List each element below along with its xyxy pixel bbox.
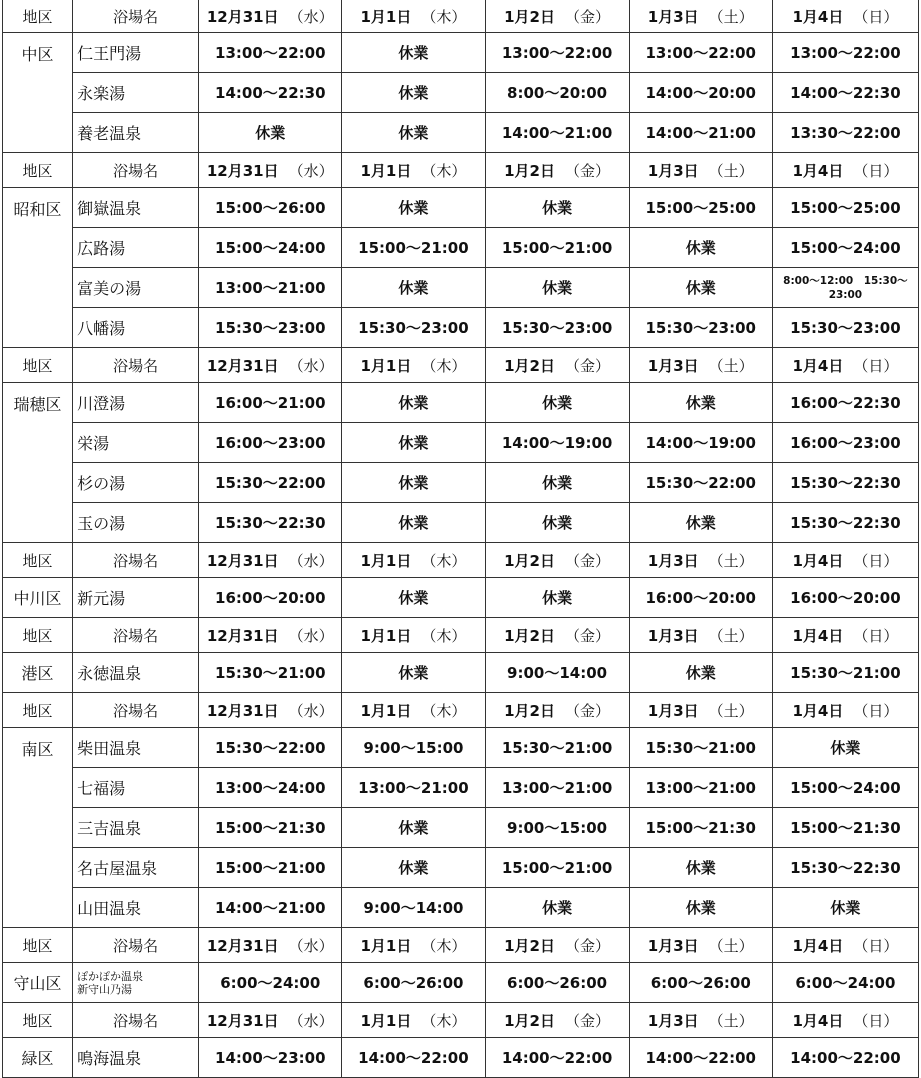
bath-row bbox=[3, 808, 919, 848]
hours-cell: 15:00～21:00 bbox=[485, 848, 629, 888]
bath-name: 栄湯 bbox=[73, 423, 199, 463]
header-day-of-week: （木） bbox=[421, 701, 467, 720]
header-day-of-week: （土） bbox=[708, 356, 754, 375]
header-date-cell bbox=[629, 693, 772, 728]
header-bath-label: 浴場名 bbox=[73, 1003, 199, 1038]
header-day-of-week: （水） bbox=[288, 1011, 334, 1030]
hours-cell: 13:00～21:00 bbox=[629, 768, 772, 808]
hours-cell: 休業 bbox=[485, 188, 629, 228]
hours-cell: 休業 bbox=[342, 188, 485, 228]
header-day-of-week: （木） bbox=[421, 161, 467, 180]
bath-name: 永徳温泉 bbox=[73, 653, 199, 693]
bath-name: 鳴海温泉 bbox=[73, 1038, 199, 1078]
hours-cell: 休業 bbox=[342, 73, 485, 113]
header-date: 1月1日 bbox=[360, 1011, 412, 1030]
header-day-of-week: （日） bbox=[853, 551, 899, 570]
hours-cell: 15:00～21:00 bbox=[342, 228, 485, 268]
header-date-cell bbox=[485, 0, 629, 33]
schedule-body bbox=[3, 0, 919, 1078]
bath-name: 御嶽温泉 bbox=[73, 188, 199, 228]
header-day-of-week: （金） bbox=[565, 1011, 611, 1030]
bath-name: 杉の湯 bbox=[73, 463, 199, 503]
hours-cell: 13:00～22:00 bbox=[199, 33, 342, 73]
hours-cell: 15:30～21:00 bbox=[772, 653, 918, 693]
header-date: 1月1日 bbox=[360, 161, 412, 180]
header-date: 1月2日 bbox=[504, 626, 555, 645]
header-date: 1月1日 bbox=[360, 7, 412, 26]
hours-cell: 14:00～22:00 bbox=[485, 1038, 629, 1078]
hours-cell: 16:00～23:00 bbox=[772, 423, 918, 463]
bath-row bbox=[3, 848, 919, 888]
hours-cell: 16:00～20:00 bbox=[772, 578, 918, 618]
header-day-of-week: （日） bbox=[853, 7, 899, 26]
header-date: 1月3日 bbox=[647, 626, 699, 645]
hours-cell: 9:00～14:00 bbox=[485, 653, 629, 693]
header-date-cell bbox=[629, 543, 772, 578]
hours-cell: 15:30～22:00 bbox=[199, 463, 342, 503]
header-date: 12月31日 bbox=[206, 1011, 279, 1030]
bath-name: 川澄湯 bbox=[73, 383, 199, 423]
header-date-cell bbox=[485, 1003, 629, 1038]
hours-cell: 16:00～21:00 bbox=[199, 383, 342, 423]
header-date: 1月1日 bbox=[360, 356, 412, 375]
header-date-cell bbox=[485, 928, 629, 963]
header-bath-label: 浴場名 bbox=[73, 153, 199, 188]
hours-cell: 15:00～24:00 bbox=[772, 228, 918, 268]
hours-cell: 15:00～21:00 bbox=[199, 848, 342, 888]
header-district-label: 地区 bbox=[3, 153, 73, 188]
hours-cell: 休業 bbox=[629, 848, 772, 888]
header-day-of-week: （水） bbox=[288, 551, 334, 570]
district-name: 瑞穂区 bbox=[3, 383, 73, 543]
bath-row bbox=[3, 578, 919, 618]
bath-name: 三吉温泉 bbox=[73, 808, 199, 848]
hours-cell: 休業 bbox=[485, 383, 629, 423]
section-header-row bbox=[3, 348, 919, 383]
header-date: 1月2日 bbox=[504, 7, 555, 26]
hours-cell: 15:30～22:00 bbox=[199, 728, 342, 768]
hours-cell: 休業 bbox=[342, 503, 485, 543]
header-date-cell bbox=[342, 543, 485, 578]
header-date: 1月2日 bbox=[504, 1011, 555, 1030]
header-date-cell bbox=[772, 543, 918, 578]
hours-cell: 15:30～23:00 bbox=[485, 308, 629, 348]
header-day-of-week: （木） bbox=[421, 626, 467, 645]
hours-cell: 16:00～20:00 bbox=[629, 578, 772, 618]
header-date: 1月3日 bbox=[647, 936, 699, 955]
hours-cell: 休業 bbox=[342, 848, 485, 888]
header-day-of-week: （日） bbox=[853, 161, 899, 180]
header-date: 1月2日 bbox=[504, 936, 555, 955]
hours-cell: 15:00～25:00 bbox=[772, 188, 918, 228]
header-day-of-week: （木） bbox=[421, 356, 467, 375]
section-header-row bbox=[3, 928, 919, 963]
header-date-cell bbox=[199, 543, 342, 578]
header-day-of-week: （日） bbox=[853, 1011, 899, 1030]
district-name: 港区 bbox=[3, 653, 73, 693]
hours-cell: 14:00～19:00 bbox=[485, 423, 629, 463]
hours-cell: 6:00～26:00 bbox=[629, 963, 772, 1003]
hours-cell: 16:00～23:00 bbox=[199, 423, 342, 463]
header-date-cell bbox=[342, 348, 485, 383]
hours-cell: 9:00～15:00 bbox=[485, 808, 629, 848]
header-date: 1月3日 bbox=[647, 356, 699, 375]
bath-row bbox=[3, 1038, 919, 1078]
header-date: 1月4日 bbox=[792, 936, 844, 955]
bath-row bbox=[3, 308, 919, 348]
hours-cell: 16:00～22:30 bbox=[772, 383, 918, 423]
bath-name: 七福湯 bbox=[73, 768, 199, 808]
hours-cell: 休業 bbox=[485, 578, 629, 618]
header-date: 1月4日 bbox=[792, 551, 844, 570]
header-day-of-week: （日） bbox=[853, 626, 899, 645]
hours-cell: 休業 bbox=[342, 423, 485, 463]
section-header-row bbox=[3, 1003, 919, 1038]
hours-cell: 15:00～25:00 bbox=[629, 188, 772, 228]
bath-name: 広路湯 bbox=[73, 228, 199, 268]
hours-cell: 13:00～22:00 bbox=[485, 33, 629, 73]
hours-cell: 14:00～19:00 bbox=[629, 423, 772, 463]
header-day-of-week: （金） bbox=[565, 551, 611, 570]
hours-cell: 6:00～24:00 bbox=[199, 963, 342, 1003]
bath-row bbox=[3, 188, 919, 228]
header-bath-label: 浴場名 bbox=[73, 693, 199, 728]
header-date: 12月31日 bbox=[206, 626, 279, 645]
header-date-cell bbox=[772, 693, 918, 728]
header-date-cell bbox=[629, 153, 772, 188]
header-day-of-week: （木） bbox=[421, 1011, 467, 1030]
hours-cell: 14:00～22:00 bbox=[629, 1038, 772, 1078]
bath-name: ぽかぽか温泉 新守山乃湯 bbox=[73, 963, 199, 1003]
hours-cell: 休業 bbox=[485, 503, 629, 543]
header-date-cell bbox=[629, 1003, 772, 1038]
hours-cell: 15:30～23:00 bbox=[772, 308, 918, 348]
header-day-of-week: （土） bbox=[708, 7, 754, 26]
header-bath-label: 浴場名 bbox=[73, 348, 199, 383]
header-day-of-week: （土） bbox=[708, 936, 754, 955]
hours-cell: 15:30～21:00 bbox=[199, 653, 342, 693]
header-date-cell bbox=[485, 153, 629, 188]
header-district-label: 地区 bbox=[3, 928, 73, 963]
header-date-cell bbox=[342, 618, 485, 653]
hours-cell: 15:30～21:00 bbox=[629, 728, 772, 768]
district-name: 中川区 bbox=[3, 578, 73, 618]
header-date-cell bbox=[485, 348, 629, 383]
bath-name: 名古屋温泉 bbox=[73, 848, 199, 888]
hours-cell: 休業 bbox=[772, 888, 918, 928]
header-day-of-week: （水） bbox=[288, 936, 334, 955]
hours-cell: 休業 bbox=[485, 268, 629, 308]
hours-cell: 休業 bbox=[342, 33, 485, 73]
header-district-label: 地区 bbox=[3, 1003, 73, 1038]
header-day-of-week: （日） bbox=[853, 936, 899, 955]
bath-name: 八幡湯 bbox=[73, 308, 199, 348]
hours-cell: 14:00～22:00 bbox=[772, 1038, 918, 1078]
bath-row bbox=[3, 268, 919, 308]
header-date: 12月31日 bbox=[206, 551, 279, 570]
district-name: 南区 bbox=[3, 728, 73, 928]
bath-name: 柴田温泉 bbox=[73, 728, 199, 768]
hours-cell: 15:00～21:30 bbox=[629, 808, 772, 848]
district-name: 中区 bbox=[3, 33, 73, 153]
section-header-row bbox=[3, 543, 919, 578]
header-date: 12月31日 bbox=[206, 701, 279, 720]
header-date-cell bbox=[772, 618, 918, 653]
header-date: 12月31日 bbox=[206, 161, 279, 180]
header-day-of-week: （土） bbox=[708, 1011, 754, 1030]
header-date-cell bbox=[199, 153, 342, 188]
header-date: 1月3日 bbox=[647, 551, 699, 570]
header-day-of-week: （水） bbox=[288, 701, 334, 720]
hours-cell: 8:00～12:00 15:30～23:00 bbox=[772, 268, 918, 308]
header-district-label: 地区 bbox=[3, 543, 73, 578]
bath-row bbox=[3, 768, 919, 808]
hours-cell: 9:00～15:00 bbox=[342, 728, 485, 768]
header-date-cell bbox=[772, 0, 918, 33]
header-date: 1月1日 bbox=[360, 551, 412, 570]
hours-cell: 6:00～26:00 bbox=[485, 963, 629, 1003]
hours-cell: 休業 bbox=[342, 113, 485, 153]
header-day-of-week: （土） bbox=[708, 701, 754, 720]
header-date-cell bbox=[629, 618, 772, 653]
header-day-of-week: （水） bbox=[288, 626, 334, 645]
hours-cell: 14:00～20:00 bbox=[629, 73, 772, 113]
hours-cell: 14:00～21:00 bbox=[485, 113, 629, 153]
hours-cell: 休業 bbox=[485, 888, 629, 928]
hours-cell: 休業 bbox=[629, 503, 772, 543]
header-day-of-week: （土） bbox=[708, 626, 754, 645]
hours-cell: 15:30～22:30 bbox=[772, 848, 918, 888]
header-date: 1月3日 bbox=[647, 7, 699, 26]
bath-row bbox=[3, 33, 919, 73]
header-date: 1月3日 bbox=[647, 1011, 699, 1030]
bath-row bbox=[3, 963, 919, 1003]
header-date-cell bbox=[342, 693, 485, 728]
header-date: 1月4日 bbox=[792, 701, 844, 720]
hours-cell: 休業 bbox=[342, 653, 485, 693]
hours-cell: 6:00～24:00 bbox=[772, 963, 918, 1003]
section-header-row bbox=[3, 0, 919, 33]
hours-cell: 休業 bbox=[629, 228, 772, 268]
header-date: 1月3日 bbox=[647, 161, 699, 180]
header-date-cell bbox=[629, 348, 772, 383]
header-date-cell bbox=[772, 348, 918, 383]
bath-row bbox=[3, 383, 919, 423]
section-header-row bbox=[3, 693, 919, 728]
header-day-of-week: （金） bbox=[565, 701, 611, 720]
header-date-cell bbox=[772, 1003, 918, 1038]
header-day-of-week: （日） bbox=[853, 356, 899, 375]
header-district-label: 地区 bbox=[3, 0, 73, 33]
header-day-of-week: （木） bbox=[421, 7, 467, 26]
section-header-row bbox=[3, 153, 919, 188]
hours-cell: 休業 bbox=[342, 808, 485, 848]
header-day-of-week: （金） bbox=[565, 7, 611, 26]
header-date-cell bbox=[772, 153, 918, 188]
hours-cell: 13:00～21:00 bbox=[342, 768, 485, 808]
hours-cell: 15:30～23:00 bbox=[342, 308, 485, 348]
hours-cell: 8:00～20:00 bbox=[485, 73, 629, 113]
hours-cell: 13:00～21:00 bbox=[485, 768, 629, 808]
hours-cell: 15:00～24:00 bbox=[199, 228, 342, 268]
bath-name: 玉の湯 bbox=[73, 503, 199, 543]
header-date: 1月4日 bbox=[792, 626, 844, 645]
hours-cell: 休業 bbox=[629, 653, 772, 693]
header-date-cell bbox=[342, 0, 485, 33]
header-day-of-week: （金） bbox=[565, 936, 611, 955]
bath-name: 永楽湯 bbox=[73, 73, 199, 113]
hours-cell: 14:00～22:00 bbox=[342, 1038, 485, 1078]
hours-cell: 休業 bbox=[342, 268, 485, 308]
section-header-row bbox=[3, 618, 919, 653]
header-date-cell bbox=[342, 1003, 485, 1038]
hours-cell: 16:00～20:00 bbox=[199, 578, 342, 618]
header-day-of-week: （金） bbox=[565, 356, 611, 375]
hours-cell: 休業 bbox=[342, 383, 485, 423]
bath-row bbox=[3, 423, 919, 463]
hours-cell: 休業 bbox=[629, 383, 772, 423]
header-date: 1月1日 bbox=[360, 701, 412, 720]
header-date-cell bbox=[199, 693, 342, 728]
bath-row bbox=[3, 888, 919, 928]
hours-cell: 15:30～22:30 bbox=[772, 463, 918, 503]
hours-cell: 15:00～21:30 bbox=[199, 808, 342, 848]
bath-row bbox=[3, 728, 919, 768]
bathhouse-schedule-table bbox=[2, 0, 919, 1078]
header-bath-label: 浴場名 bbox=[73, 543, 199, 578]
header-date: 1月2日 bbox=[504, 551, 555, 570]
hours-cell: 15:30～23:00 bbox=[629, 308, 772, 348]
header-date: 1月2日 bbox=[504, 356, 555, 375]
header-date: 12月31日 bbox=[206, 356, 279, 375]
header-date: 1月4日 bbox=[792, 161, 844, 180]
header-day-of-week: （水） bbox=[288, 161, 334, 180]
header-day-of-week: （水） bbox=[288, 356, 334, 375]
bath-row bbox=[3, 73, 919, 113]
hours-cell: 休業 bbox=[342, 578, 485, 618]
hours-cell: 13:30～22:00 bbox=[772, 113, 918, 153]
hours-cell: 休業 bbox=[629, 268, 772, 308]
header-date-cell bbox=[342, 928, 485, 963]
header-day-of-week: （金） bbox=[565, 161, 611, 180]
header-district-label: 地区 bbox=[3, 618, 73, 653]
hours-cell: 13:00～21:00 bbox=[199, 268, 342, 308]
bath-row bbox=[3, 463, 919, 503]
district-name: 昭和区 bbox=[3, 188, 73, 348]
hours-cell: 休業 bbox=[629, 888, 772, 928]
bath-name: 富美の湯 bbox=[73, 268, 199, 308]
hours-cell: 14:00～21:00 bbox=[199, 888, 342, 928]
hours-cell: 14:00～23:00 bbox=[199, 1038, 342, 1078]
bath-row bbox=[3, 228, 919, 268]
header-date: 1月3日 bbox=[647, 701, 699, 720]
bath-name: 養老温泉 bbox=[73, 113, 199, 153]
header-day-of-week: （土） bbox=[708, 551, 754, 570]
header-date: 1月2日 bbox=[504, 161, 555, 180]
header-date-cell bbox=[485, 693, 629, 728]
header-date: 1月2日 bbox=[504, 701, 555, 720]
bath-name: 山田温泉 bbox=[73, 888, 199, 928]
header-date-cell bbox=[629, 928, 772, 963]
hours-cell: 15:30～22:30 bbox=[199, 503, 342, 543]
bath-row bbox=[3, 653, 919, 693]
header-bath-label: 浴場名 bbox=[73, 618, 199, 653]
header-day-of-week: （水） bbox=[288, 7, 334, 26]
header-date-cell bbox=[772, 928, 918, 963]
hours-cell: 14:00～22:30 bbox=[772, 73, 918, 113]
header-date: 1月1日 bbox=[360, 936, 412, 955]
bath-name: 新元湯 bbox=[73, 578, 199, 618]
hours-cell: 9:00～14:00 bbox=[342, 888, 485, 928]
header-bath-label: 浴場名 bbox=[73, 0, 199, 33]
bath-row bbox=[3, 113, 919, 153]
header-date-cell bbox=[199, 618, 342, 653]
hours-cell: 13:00～24:00 bbox=[199, 768, 342, 808]
header-date-cell bbox=[485, 618, 629, 653]
header-date-cell bbox=[199, 1003, 342, 1038]
hours-cell: 15:30～22:30 bbox=[772, 503, 918, 543]
hours-cell: 14:00～21:00 bbox=[629, 113, 772, 153]
header-date: 1月4日 bbox=[792, 7, 844, 26]
header-date: 1月4日 bbox=[792, 356, 844, 375]
hours-cell: 休業 bbox=[342, 463, 485, 503]
header-day-of-week: （木） bbox=[421, 936, 467, 955]
district-name: 緑区 bbox=[3, 1038, 73, 1078]
header-day-of-week: （日） bbox=[853, 701, 899, 720]
hours-cell: 13:00～22:00 bbox=[772, 33, 918, 73]
header-date: 12月31日 bbox=[206, 7, 279, 26]
hours-cell: 15:30～21:00 bbox=[485, 728, 629, 768]
hours-cell: 15:30～22:00 bbox=[629, 463, 772, 503]
hours-cell: 休業 bbox=[485, 463, 629, 503]
hours-cell: 15:00～21:00 bbox=[485, 228, 629, 268]
header-district-label: 地区 bbox=[3, 693, 73, 728]
bath-name: 仁王門湯 bbox=[73, 33, 199, 73]
hours-cell: 6:00～26:00 bbox=[342, 963, 485, 1003]
header-date-cell bbox=[629, 0, 772, 33]
hours-cell: 14:00～22:30 bbox=[199, 73, 342, 113]
header-date-cell bbox=[199, 0, 342, 33]
header-date: 1月4日 bbox=[792, 1011, 844, 1030]
header-day-of-week: （木） bbox=[421, 551, 467, 570]
header-date: 1月1日 bbox=[360, 626, 412, 645]
header-district-label: 地区 bbox=[3, 348, 73, 383]
header-day-of-week: （土） bbox=[708, 161, 754, 180]
district-name: 守山区 bbox=[3, 963, 73, 1003]
hours-cell: 休業 bbox=[772, 728, 918, 768]
hours-cell: 13:00～22:00 bbox=[629, 33, 772, 73]
header-day-of-week: （金） bbox=[565, 626, 611, 645]
header-date-cell bbox=[199, 928, 342, 963]
hours-cell: 休業 bbox=[199, 113, 342, 153]
hours-cell: 15:00～26:00 bbox=[199, 188, 342, 228]
header-date: 12月31日 bbox=[206, 936, 279, 955]
bath-row bbox=[3, 503, 919, 543]
header-date-cell bbox=[199, 348, 342, 383]
header-bath-label: 浴場名 bbox=[73, 928, 199, 963]
hours-cell: 15:00～24:00 bbox=[772, 768, 918, 808]
header-date-cell bbox=[342, 153, 485, 188]
hours-cell: 15:00～21:30 bbox=[772, 808, 918, 848]
header-date-cell bbox=[485, 543, 629, 578]
hours-cell: 15:30～23:00 bbox=[199, 308, 342, 348]
